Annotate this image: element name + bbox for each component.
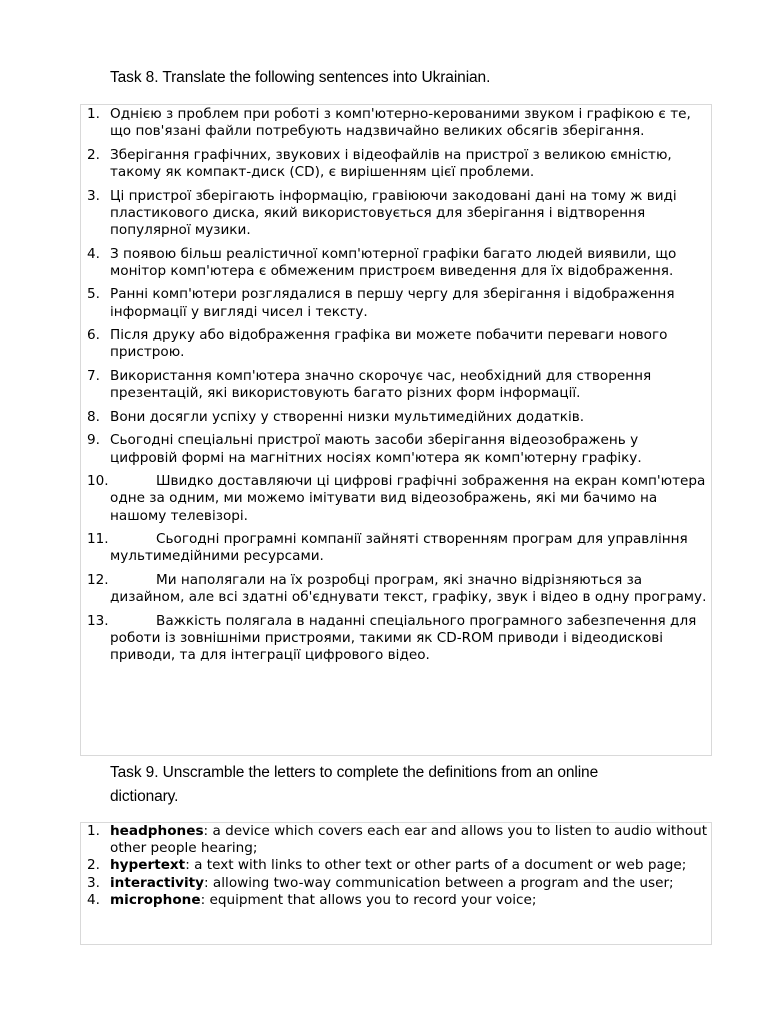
sentence-item xyxy=(81,613,711,665)
definition-text: : allowing two-way communication between a program and the user; xyxy=(204,874,674,891)
sentence-text-content: Сьогодні програмні компанії зайняті створенням програм для управління мультимедійними ресурсами. xyxy=(110,531,688,565)
item-number: 13. xyxy=(87,612,109,629)
sentence-item xyxy=(81,188,711,240)
definition-item xyxy=(81,875,711,892)
sentence-item xyxy=(81,473,711,525)
sentence-text-content: Швидко доставляючи ці цифрові графічні зображення на екран комп'ютера одне за одним, ми можемо імітувати вид відеозображень, які ми бачимо на нашому телевізорі. xyxy=(110,473,706,524)
sentence-text: Ці пристрої зберігають інформацію, гравіюючи закодовані дані на тому ж виді пластикового диска, який використовується для зберігання і відтворення популярної музики. xyxy=(110,187,677,238)
sentence-item xyxy=(81,432,711,466)
sentence-text: Однією з проблем при роботі з комп'ютерно-керованими звуком і графікою є те, що пов'язані файли потребують надзвичайно великих обсягів зберігання. xyxy=(110,106,691,140)
sentence-item xyxy=(81,572,711,606)
task9-definitions-list xyxy=(81,823,711,909)
sentence-item xyxy=(81,409,711,426)
item-number: 3. xyxy=(87,187,100,204)
sentence-text: Після друку або відображення графіка ви можете побачити переваги нового пристрою. xyxy=(110,327,668,361)
sentence-text: Зберігання графічних, звукових і відеофайлів на пристрої з великою ємністю, такому як компакт-диск (CD), є вирішенням цієї проблеми. xyxy=(110,146,672,180)
task8-sentences-box xyxy=(80,104,712,756)
sentence-item xyxy=(81,147,711,181)
item-number: 10. xyxy=(87,473,109,490)
task8-sentences-list xyxy=(81,105,711,664)
definition-text: : equipment that allows you to record your voice; xyxy=(200,891,537,908)
sentence-text xyxy=(110,613,696,663)
sentence-item xyxy=(81,368,711,402)
definition-item xyxy=(81,857,711,874)
item-number: 5. xyxy=(87,286,100,303)
sentence-text: Сьогодні спеціальні пристрої мають засоби зберігання відеозображень у цифровій формі на магнітних носіях комп'ютера як комп'ютерну графіку. xyxy=(110,432,642,466)
definition-term: headphones xyxy=(110,823,204,839)
item-number: 2. xyxy=(87,146,100,163)
task9-definitions-box xyxy=(80,822,712,945)
sentence-text xyxy=(110,531,688,564)
sentence-text xyxy=(110,572,706,605)
item-number: 2. xyxy=(87,857,100,874)
definition-term: hypertext xyxy=(110,857,186,874)
definition-term: interactivity xyxy=(110,874,205,891)
definition-item xyxy=(81,823,711,857)
definition-text: : a text with links to other text or other parts of a document or web page; xyxy=(185,857,687,874)
item-number: 9. xyxy=(87,432,100,449)
sentence-text-content: Важкість полягала в наданні спеціального програмного забезпечення для роботи із зовнішніми пристроями, такими як CD-ROM приводи і відеодискові приводи, та для інтеграції цифрового відео. xyxy=(110,612,697,664)
sentence-text-content: Ми наполягали на їх розробці програм, які значно відрізняються за дизайном, але всі здатні об'єднувати текст, графіку, звук і відео в одну програму. xyxy=(110,571,707,606)
item-number: 4. xyxy=(87,245,100,262)
definition-item xyxy=(81,892,711,909)
item-number: 4. xyxy=(87,891,100,908)
sentence-text: З появою більш реалістичної комп'ютерної графіки багато людей виявили, що монітор комп'ютера є обмеженим пристроєм виведення для їх відображення. xyxy=(110,245,677,279)
sentence-item xyxy=(81,246,711,280)
task8-heading: Task 8. Translate the following sentences into Ukrainian. xyxy=(110,69,491,86)
item-number: 8. xyxy=(87,408,100,425)
sentence-item xyxy=(81,286,711,320)
item-number: 3. xyxy=(87,874,100,891)
item-number: 7. xyxy=(87,367,100,384)
sentence-item xyxy=(81,106,711,140)
sentence-text: Вони досягли успіху у створенні низки мультимедійних додатків. xyxy=(110,408,585,425)
sentence-text: Ранні комп'ютери розглядалися в першу чергу для зберігання і відображення інформації у вигляді чисел і тексту. xyxy=(110,286,675,320)
sentence-text xyxy=(110,473,705,523)
sentence-text: Використання комп'ютера значно скорочує час, необхідний для створення презентацій, які використовують багато різних форм інформації. xyxy=(110,367,652,402)
definition-term: microphone xyxy=(110,891,201,908)
item-number: 11. xyxy=(87,531,109,548)
sentence-item xyxy=(81,531,711,565)
task9-heading: Task 9. Unscramble the letters to complete the definitions from an online dictionary. xyxy=(110,764,599,805)
sentence-item xyxy=(81,327,711,361)
definition-text: : a device which covers each ear and allows you to listen to audio without other people hearing; xyxy=(110,823,708,857)
item-number: 6. xyxy=(87,327,100,344)
item-number: 1. xyxy=(87,106,100,122)
item-number: 1. xyxy=(87,823,100,839)
item-number: 12. xyxy=(87,571,109,588)
